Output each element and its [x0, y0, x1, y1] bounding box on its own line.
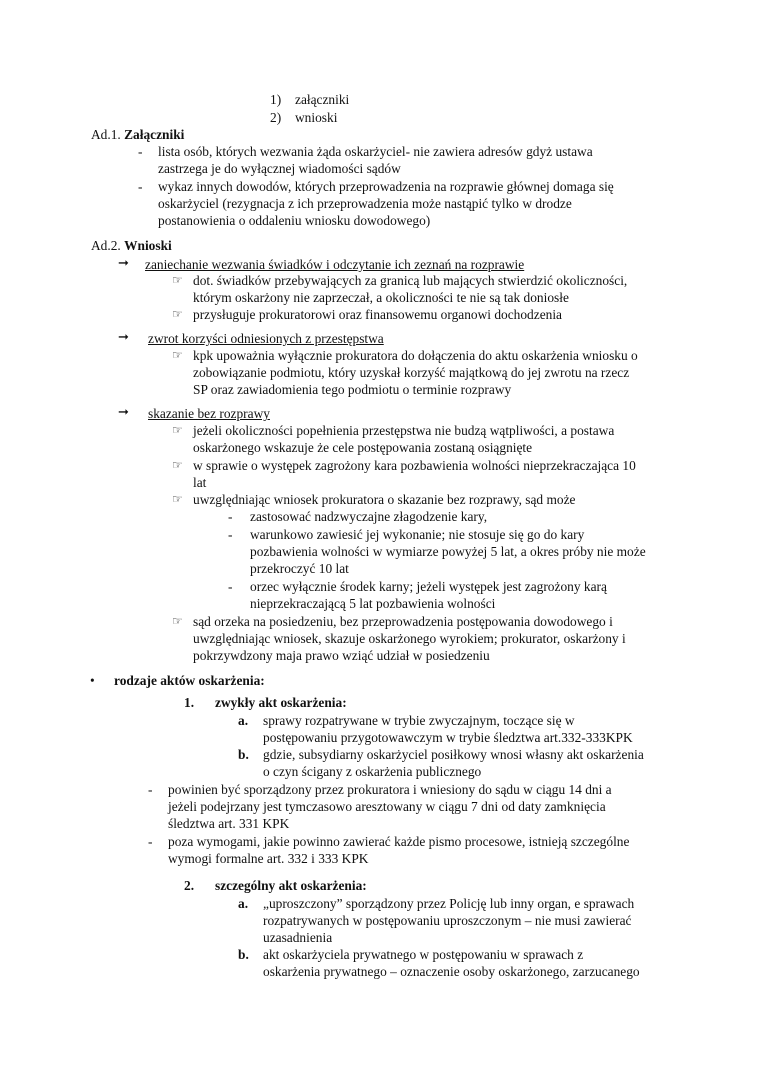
pointing-hand-icon: ☞ [172, 273, 183, 287]
list-line: pozbawienia wolności w wymiarze powyżej 5 lat, a okres próby nie może [250, 544, 646, 559]
main-heading: rodzaje aktów oskarżenia: [114, 673, 265, 688]
list-line: kpk upoważnia wyłącznie prokuratora do dołączenia do aktu oskarżenia wniosku o [193, 348, 638, 363]
list-number: 1. [184, 695, 195, 710]
pointing-hand-icon: ☞ [172, 614, 183, 628]
dash-bullet: - [148, 834, 153, 849]
list-line: oskarżyciel (rezygnacja z ich przeprowadzenia może nastąpić tylko w drodze [158, 196, 572, 211]
list-letter: a. [238, 896, 249, 911]
list-line: postępowaniu przygotowawczym w trybie śledztwa art.332-333KPK [263, 730, 633, 745]
list-item: załączniki [295, 92, 350, 107]
list-line: zastosować nadzwyczajne złagodzenie kary, [250, 509, 488, 524]
list-line: w sprawie o występek zagrożony kara pozbawienia wolności nieprzekraczająca 10 [193, 458, 636, 473]
list-letter: a. [238, 713, 249, 728]
list-line: zastrzega je do wyłącznej wiadomości sądów [158, 161, 401, 176]
list-line: sąd orzeka na posiedzeniu, bez przeprowadzenia postępowania dowodowego i [193, 614, 613, 629]
arrow-bullet-icon: ➞ [118, 255, 129, 270]
type-title: szczególny akt oskarżenia: [215, 878, 367, 893]
arrow-bullet-icon: ➞ [118, 404, 129, 419]
list-line: oskarżenia prywatnego – oznaczenie osoby oskarżonego, zarzucanego [263, 964, 640, 979]
dash-bullet: - [228, 509, 233, 524]
list-line: sprawy rozpatrywane w trybie zwyczajnym, toczące się w [263, 713, 575, 728]
list-line: akt oskarżyciela prywatnego w postępowaniu w sprawach z [263, 947, 584, 962]
section-heading [91, 126, 184, 143]
list-line: lista osób, których wezwania żąda oskarżyciel- nie zawiera adresów gdyż ustawa [158, 144, 593, 159]
list-line: gdzie, subsydiarny oskarżyciel posiłkowy wnosi własny akt oskarżenia [263, 747, 644, 762]
subsection-heading: skazanie bez rozprawy [148, 406, 270, 421]
dash-bullet: - [228, 527, 233, 542]
list-line: SP oraz zawiadomienia tego podmiotu o terminie rozprawy [193, 382, 512, 397]
pointing-hand-icon: ☞ [172, 423, 183, 437]
list-line: nieprzekraczającą 5 lat pozbawienia wolności [250, 596, 496, 611]
list-line: o czyn ścigany z oskarżenia publicznego [263, 764, 482, 779]
list-line: pokrzywdzony maja prawo wziąć udział w posiedzeniu [193, 648, 490, 663]
list-line: orzec wyłącznie środek karny; jeżeli występek jest zagrożony karą [250, 579, 607, 594]
list-line: śledztwa art. 331 KPK [168, 816, 290, 831]
list-line: poza wymogami, jakie powinno zawierać każde pismo procesowe, istnieją szczególne [168, 834, 630, 849]
arrow-bullet-icon: ➞ [118, 329, 129, 344]
dash-bullet: - [148, 782, 153, 797]
pointing-hand-icon: ☞ [172, 348, 183, 362]
list-letter: b. [238, 947, 249, 962]
section-title: Załączniki [124, 127, 185, 142]
pointing-hand-icon: ☞ [172, 458, 183, 472]
list-line: którym oskarżony nie zaprzeczał, a okoliczności te nie są tak doniosłe [193, 290, 569, 305]
list-line: przekroczyć 10 lat [250, 561, 349, 576]
list-line: przysługuje prokuratorowi oraz finansowemu organowi dochodzenia [193, 307, 563, 322]
section-prefix: Ad.1. [91, 127, 121, 142]
list-line: postanowienia o oddaleniu wniosku dowodowego) [158, 213, 431, 228]
list-line: dot. świadków przebywających za granicą lub mających stwierdzić okoliczności, [193, 273, 628, 288]
list-line: jeżeli podejrzany jest tymczasowo aresztowany w ciągu 7 dni od daty zamknięcia [168, 799, 606, 814]
list-line: zobowiązanie podmiotu, który uzyskał korzyść majątkową do jej zwrotu na rzecz [193, 365, 630, 380]
list-line: uwzględniając wniosek prokuratora o skazanie bez rozprawy, sąd może [193, 492, 576, 507]
list-line: rozpatrywanych w postępowaniu uproszczonym – nie musi zawierać [263, 913, 632, 928]
dash-bullet: - [228, 579, 233, 594]
list-item: wnioski [295, 110, 338, 125]
list-line: uwzględniając wniosek, skazuje oskarżonego wyrokiem; prokurator, oskarżony i [193, 631, 626, 646]
pointing-hand-icon: ☞ [172, 492, 183, 506]
dash-bullet: - [138, 179, 143, 194]
list-line: powinien być sporządzony przez prokuratora i wniesiony do sądu w ciągu 14 dni a [168, 782, 612, 797]
list-number: 2. [184, 878, 195, 893]
list-line: wymogi formalne art. 332 i 333 KPK [168, 851, 369, 866]
list-letter: b. [238, 747, 249, 762]
list-line: uzasadnienia [263, 930, 333, 945]
list-line: lat [193, 475, 207, 490]
list-number: 1) [270, 92, 282, 107]
section-prefix: Ad.2. [91, 238, 121, 253]
list-line: oskarżonego wskazuje że cele postępowania zostaną osiągnięte [193, 440, 533, 455]
list-line: jeżeli okoliczności popełnienia przestępstwa nie budzą wątpliwości, a postawa [193, 423, 615, 438]
subsection-heading: zwrot korzyści odniesionych z przestępstwa [148, 331, 384, 346]
pointing-hand-icon: ☞ [172, 307, 183, 321]
list-line: warunkowo zawiesić jej wykonanie; nie stosuje się go do kary [250, 527, 585, 542]
list-line: wykaz innych dowodów, których przeprowadzenia na rozprawie głównej domaga się [158, 179, 614, 194]
subsection-heading: zaniechanie wezwania świadków i odczytanie ich zeznań na rozprawie [145, 257, 525, 272]
type-title: zwykły akt oskarżenia: [215, 695, 347, 710]
list-line: „uproszczony” sporządzony przez Policję lub inny organ, e sprawach [263, 896, 635, 911]
section-title: Wnioski [124, 238, 172, 253]
bullet-dot-icon: • [90, 673, 95, 688]
section-heading [91, 237, 172, 254]
dash-bullet: - [138, 144, 143, 159]
list-number: 2) [270, 110, 282, 125]
